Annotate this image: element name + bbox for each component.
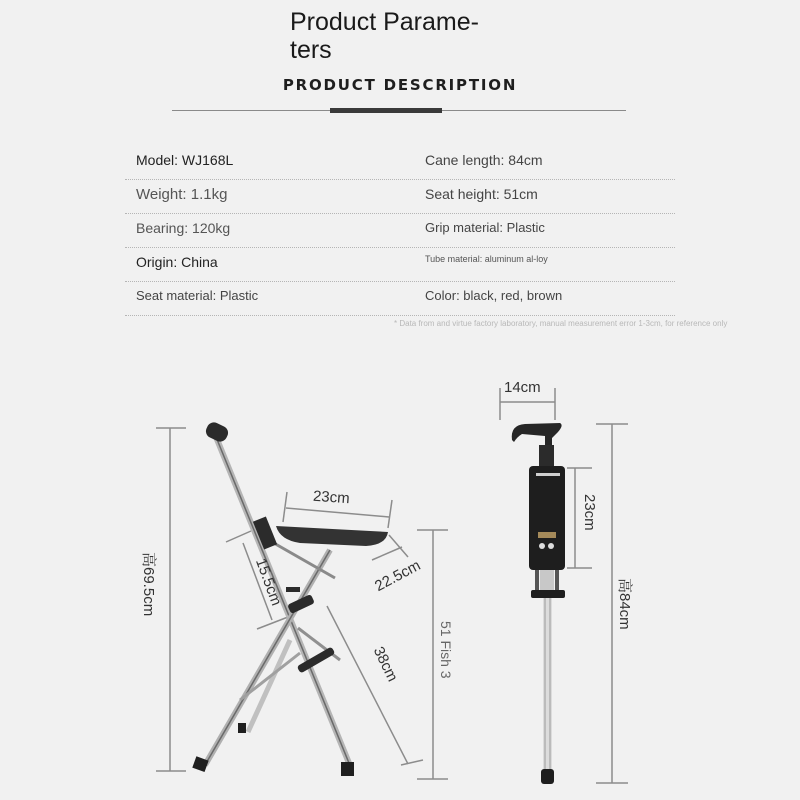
upper-leg-label: 15.5cm <box>252 556 285 609</box>
spec-seat-height: Seat height: 51cm <box>425 186 538 202</box>
handle-width-label: 14cm <box>504 379 541 396</box>
spec-seat-material: Seat material: Plastic <box>136 288 259 303</box>
spec-bearing: Bearing: 120kg <box>136 220 231 236</box>
page-title-line1: Product Parame- <box>290 8 479 36</box>
page-title-line2: ters <box>290 36 332 64</box>
cane-total-height-label: 高84cm <box>616 578 633 630</box>
cane-body-height-label: 23cm <box>581 494 598 531</box>
spec-grip-material: Grip material: Plastic <box>425 220 545 235</box>
spec-origin: Origin: China <box>136 254 218 270</box>
cane-body <box>512 423 565 784</box>
disclaimer-note: * Data from and virtue factory laboratory, manual measurement error 1-3cm, for reference only <box>394 319 728 328</box>
cane-dimension-lines <box>500 388 628 783</box>
spec-model: Model: WJ168L <box>136 152 234 168</box>
section-subtitle: PRODUCT DESCRIPTION <box>282 76 518 94</box>
seat-width-label: 23cm <box>312 487 351 508</box>
spec-cane-length: Cane length: 84cm <box>425 152 543 168</box>
spec-weight: Weight: 1.1kg <box>136 186 228 203</box>
seat-height-label: 51 Fish 3 <box>438 621 454 679</box>
stool-height-label: 高69.5cm <box>140 552 157 617</box>
seat-depth-label: 22.5cm <box>372 556 424 596</box>
stool-frame <box>192 420 388 776</box>
spec-tube-material: Tube material: aluminum al-loy <box>425 254 548 264</box>
spec-color: Color: black, red, brown <box>425 288 563 303</box>
lower-leg-label: 38cm <box>369 644 402 685</box>
